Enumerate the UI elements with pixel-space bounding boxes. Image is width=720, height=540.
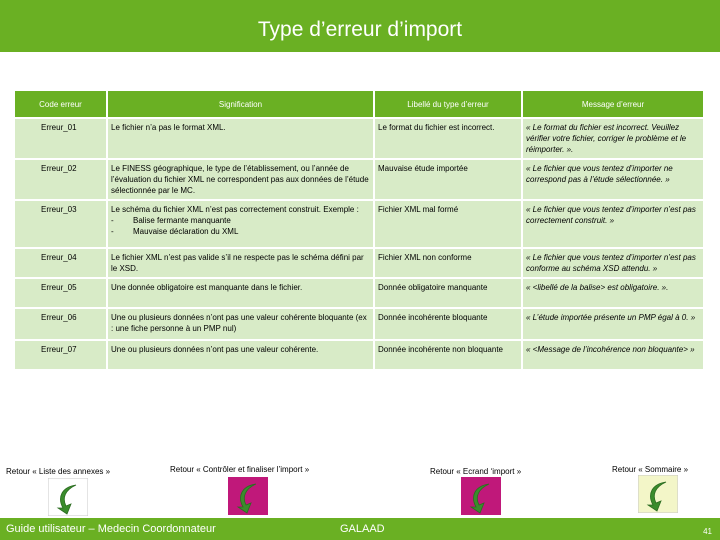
return-ecran-import-link[interactable]: Retour « Ecrand ‘import » [430,467,522,476]
return-controle-link[interactable]: Retour « Contrôler et finaliser l’import » [170,465,310,474]
table-row [15,201,705,247]
column-header-libelle: Libellé du type d’erreur [375,91,523,117]
return-annexes-link[interactable]: Retour « Liste des annexes » [6,467,111,476]
error-message: « L’étude importée présente un PMP égal à 0. » [523,309,705,339]
footer-app-name: GALAAD [340,523,385,535]
error-message: « Le format du fichier est incorrect. Veuillez vérifier votre fichier, corriger le problème et le réimporter. ». [523,119,705,158]
table-row [15,119,705,158]
error-code: Erreur_05 [15,279,108,307]
table-row [15,249,705,277]
page-title: Type d’erreur d’import [257,18,463,41]
error-signification: Le schéma du fichier XML n’est pas correctement construit. Exemple : [111,205,359,214]
return-arrow-icon [48,478,88,516]
page-number: 41 [703,527,712,536]
error-message: « Le fichier que vous tentez d’importer n’est pas conforme au schéma XSD attendu. » [523,249,705,277]
column-header-signification: Signification [108,91,375,117]
error-message: « Le fichier que vous tentez d’importer n’est pas correctement construit. » [523,201,705,247]
table-row [15,341,705,369]
error-types-table [15,89,705,371]
return-controle-button[interactable] [228,477,268,515]
error-libelle: Donnée incohérente non bloquante [375,341,523,369]
footer-bar [0,518,720,540]
return-sommaire-button[interactable] [638,475,678,513]
column-header-message: Message d’erreur [523,91,705,117]
table-row [15,279,705,307]
table-row [15,160,705,199]
error-signification: Le fichier n’a pas le format XML. [108,119,375,158]
error-code: Erreur_01 [15,119,108,158]
error-code: Erreur_06 [15,309,108,339]
footer-guide-title: Guide utilisateur – Medecin Coordonnateur [6,523,216,535]
error-signification-cell [108,201,375,247]
error-message: « <libellé de la balise> est obligatoire. ». [523,279,705,307]
error-libelle: Donnée obligatoire manquante [375,279,523,307]
table-header-row [15,91,705,117]
error-libelle: Fichier XML mal formé [375,201,523,247]
title-bar [0,0,720,55]
error-signification: Une ou plusieurs données n’ont pas une valeur cohérente. [108,341,375,369]
example-bullet: - Mauvaise déclaration du XML [111,227,239,236]
column-header-code: Code erreur [15,91,108,117]
return-ecran-import-button[interactable] [461,477,501,515]
table-row [15,309,705,339]
error-libelle: Donnée incohérente bloquante [375,309,523,339]
error-signification: Le FINESS géographique, le type de l’établissement, ou l’année de l’évaluation du fichier XML ne correspondent pas aux données de l’étude sélectionnée par le MC. [108,160,375,199]
error-code: Erreur_07 [15,341,108,369]
return-sommaire-link[interactable]: Retour « Sommaire » [612,465,689,474]
error-signification: Une ou plusieurs données n’ont pas une valeur cohérente bloquante (ex : une fiche personne à un PMP nul) [108,309,375,339]
error-signification: Une donnée obligatoire est manquante dans le fichier. [108,279,375,307]
error-signification: Le fichier XML n’est pas valide s’il ne respecte pas le schéma défini par le XSD. [108,249,375,277]
bullet-text: Mauvaise déclaration du XML [133,227,239,236]
return-arrow-icon [228,477,268,515]
bullet-text: Balise fermante manquante [133,216,231,225]
return-annexes-button[interactable] [48,478,88,516]
error-libelle: Le format du fichier est incorrect. [375,119,523,158]
error-code: Erreur_04 [15,249,108,277]
error-code: Erreur_03 [15,201,108,247]
error-code: Erreur_02 [15,160,108,199]
error-libelle: Fichier XML non conforme [375,249,523,277]
error-message: « <Message de l’incohérence non bloquante> » [523,341,705,369]
error-message: « Le fichier que vous tentez d’importer ne correspond pas à l’étude sélectionnée. » [523,160,705,199]
return-arrow-icon [461,477,501,515]
error-libelle: Mauvaise étude importée [375,160,523,199]
return-arrow-icon [638,475,678,513]
example-bullet: - Balise fermante manquante [111,216,231,225]
